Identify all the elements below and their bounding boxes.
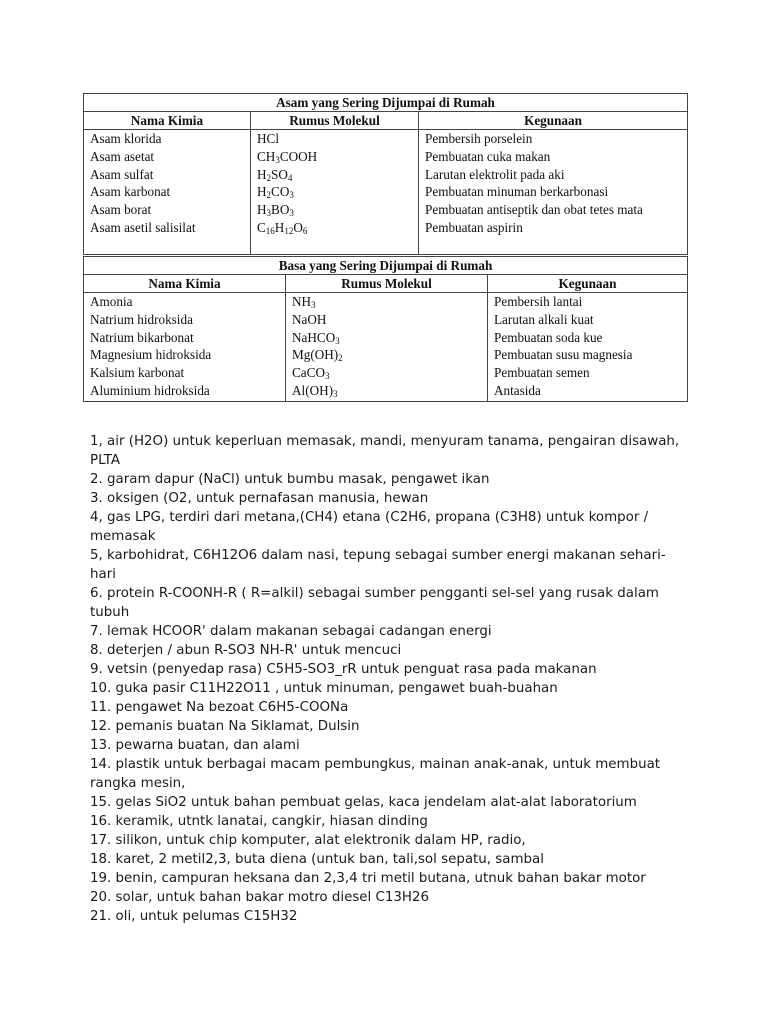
notes-list: [90, 432, 690, 926]
formula-text: $Mg(OH)_2$: [292, 347, 343, 364]
list-item: 13. pewarna buatan, dan alami: [90, 738, 300, 753]
formula-text: $H_3BO_3$: [257, 202, 294, 219]
table-cell-text: Natrium hidroksida: [90, 311, 193, 327]
base-uses-cell: [488, 293, 688, 402]
list-item: 21. oli, untuk pelumas C15H32: [90, 909, 298, 924]
list-item: 9. vetsin (penyedap rasa) C5H5-SO3_rR untuk penguat rasa pada makanan: [90, 662, 597, 677]
formula-text: NaHCO$_3$: [292, 329, 340, 346]
table-cell-text: Kalsium karbonat: [90, 365, 185, 381]
list-item: 1, air (H2O) untuk keperluan memasak, mandi, menyuram tanama, pengairan disawah, PLTA: [90, 434, 680, 468]
list-item: 15. gelas SiO2 untuk bahan pembuat gelas, kaca jendelam alat-alat laboratorium: [90, 795, 637, 810]
list-item: 7. lemak HCOOR' dalam makanan sebagai cadangan energi: [90, 624, 492, 639]
base-header-name: Nama Kimia: [84, 275, 286, 293]
acid-uses-cell: [419, 130, 688, 255]
table-cell-text: Asam asetat: [90, 148, 155, 164]
list-item: 17. silikon, untuk chip komputer, alat elektronik dalam HP, radio,: [90, 833, 526, 848]
table-cell-text: Asam karbonat: [90, 184, 171, 200]
formula-text: HCl: [257, 131, 279, 146]
acid-header-use: Kegunaan: [419, 112, 688, 130]
table-cell-text: Larutan alkali kuat: [494, 311, 594, 327]
table-cell-text: Asam asetil salisilat: [90, 219, 196, 235]
list-item: 2. garam dapur (NaCl) untuk bumbu masak, pengawet ikan: [90, 472, 490, 487]
base-names-cell: [84, 293, 286, 402]
acid-table-title: Asam yang Sering Dijumpai di Rumah: [84, 94, 688, 112]
list-item: 11. pengawet Na bezoat C6H5-COONa: [90, 700, 349, 715]
acid-names-cell: [84, 130, 251, 255]
list-item: 20. solar, untuk bahan bakar motro diesel C13H26: [90, 890, 430, 905]
table-cell-text: Asam borat: [90, 202, 152, 218]
table-cell-text: Magnesium hidroksida: [90, 347, 212, 363]
table-cell-text: Aluminium hidroksida: [90, 382, 210, 398]
base-table-title: Basa yang Sering Dijumpai di Rumah: [84, 257, 688, 275]
list-item: 6. protein R-COONH-R ( R=alkil) sebagai sumber pengganti sel-sel yang rusak dalam tubuh: [90, 586, 659, 620]
acid-header-name: Nama Kimia: [84, 112, 251, 130]
base-header-use: Kegunaan: [488, 275, 688, 293]
list-item: 12. pemanis buatan Na Siklamat, Dulsin: [90, 719, 360, 734]
list-item: 14. plastik untuk berbagai macam pembungkus, mainan anak-anak, untuk membuat rangka mesin,: [90, 757, 661, 791]
formula-text: $H_2SO_4$: [257, 166, 293, 183]
formula-text: $CH_3COOH$: [257, 148, 318, 165]
acid-header-formula: Rumus Molekul: [251, 112, 419, 130]
formula-text: $C_{16}H_{12}O_6$: [257, 219, 308, 236]
list-item: 10. guka pasir C11H22O11 , untuk minuman, pengawet buah-buahan: [90, 681, 558, 696]
formula-text: $H_2CO_3$: [257, 184, 294, 201]
table-cell-text: Pembuatan antiseptik dan obat tetes mata: [425, 202, 643, 218]
list-item: 19. benin, campuran heksana dan 2,3,4 tri metil butana, utnuk bahan bakar motor: [90, 871, 646, 886]
table-cell-text: Asam klorida: [90, 131, 162, 146]
table-cell-text: Pembuatan cuka makan: [425, 148, 551, 164]
base-table: [83, 256, 688, 402]
table-cell-text: Asam sulfat: [90, 166, 154, 182]
formula-text: $NH_3$: [292, 294, 316, 310]
formula-text: CaCO$_3$: [292, 365, 330, 382]
table-cell-text: Pembersih lantai: [494, 294, 583, 309]
table-cell-text: Pembuatan soda kue: [494, 329, 603, 345]
table-cell-text: Amonia: [90, 294, 133, 309]
table-cell-text: Antasida: [494, 382, 541, 398]
base-header-formula: Rumus Molekul: [286, 275, 488, 293]
list-item: 4, gas LPG, terdiri dari metana,(CH4) etana (C2H6, propana (C3H8) untuk kompor / memasak: [90, 510, 649, 544]
table-cell-text: Larutan elektrolit pada aki: [425, 166, 565, 182]
acid-table: [83, 93, 688, 255]
list-item: 16. keramik, utntk lanatai, cangkir, hiasan dinding: [90, 814, 428, 829]
acid-formulas-cell: [251, 130, 419, 255]
list-item: 18. karet, 2 metil2,3, buta diena (untuk ban, tali,sol sepatu, sambal: [90, 852, 544, 867]
list-item: 3. oksigen (O2, untuk pernafasan manusia, hewan: [90, 491, 429, 506]
list-item: 8. deterjen / abun R-SO3 NH-R' untuk mencuci: [90, 643, 402, 658]
base-formulas-cell: [286, 293, 488, 402]
table-cell-text: Pembuatan minuman berkarbonasi: [425, 184, 609, 200]
table-cell-text: Pembuatan semen: [494, 365, 590, 381]
table-cell-text: Pembuatan aspirin: [425, 219, 523, 235]
list-item: 5, karbohidrat, C6H12O6 dalam nasi, tepung sebagai sumber energi makanan sehari-hari: [90, 548, 666, 582]
table-cell-text: Pembuatan susu magnesia: [494, 347, 633, 363]
formula-text: $Al(OH)_3$: [292, 382, 338, 399]
formula-text: NaOH: [292, 311, 327, 327]
table-cell-text: Natrium bikarbonat: [90, 329, 194, 345]
table-cell-text: Pembersih porselein: [425, 131, 533, 146]
